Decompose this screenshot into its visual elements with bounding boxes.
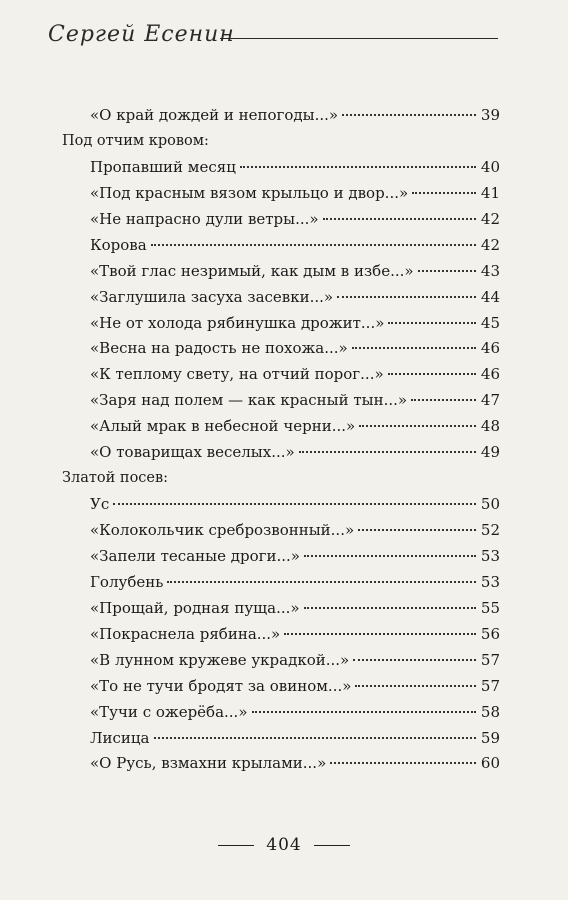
toc-entry [62, 388, 500, 414]
dot-leader [353, 659, 476, 661]
toc-entry [62, 207, 500, 233]
toc-entry [62, 751, 500, 777]
entry-page-number: 46 [480, 339, 500, 358]
toc-entry [62, 440, 500, 466]
entry-title: Корова [90, 235, 147, 254]
page-number: 404 [266, 835, 302, 855]
dot-leader [359, 425, 476, 427]
dot-leader [358, 529, 476, 531]
toc-entry [62, 103, 500, 129]
entry-title: Ус [90, 495, 110, 514]
entry-title: «Тучи с ожерёба...» [90, 702, 248, 721]
entry-title: «В лунном кружеве украдкой...» [90, 650, 350, 669]
entry-page-number: 42 [480, 209, 500, 228]
toc-entry [62, 233, 500, 259]
entry-title: «Заря над полем — как красный тын...» [90, 391, 408, 410]
dot-leader [388, 373, 476, 375]
entry-title: «Запели тесаные дроги...» [90, 546, 300, 565]
entry-title: «Твой глас незримый, как дым в избе...» [90, 261, 414, 280]
entry-title: Голубень [90, 572, 164, 591]
entry-title: «Колокольчик среброзвонный...» [90, 521, 355, 539]
page-footer [0, 835, 568, 855]
dot-leader [167, 581, 476, 583]
toc-entry [62, 648, 500, 674]
dot-leader [355, 685, 476, 687]
toc-entry [62, 259, 500, 285]
entry-page-number: 43 [480, 261, 500, 280]
entry-page-number: 44 [480, 287, 500, 306]
entry-page-number: 39 [480, 106, 500, 124]
toc-entry [62, 544, 500, 570]
toc-entry [62, 570, 500, 596]
header-rule [220, 38, 498, 39]
toc-entry [62, 622, 500, 648]
dot-leader [304, 555, 476, 557]
entry-page-number: 53 [480, 546, 500, 565]
entry-page-number: 42 [480, 235, 500, 254]
header-author: Сергей Есенин [48, 22, 235, 47]
dot-leader [304, 607, 476, 609]
toc-entry [62, 285, 500, 311]
dot-leader [412, 192, 476, 194]
entry-page-number: 46 [480, 365, 500, 384]
entry-page-number: 56 [480, 624, 500, 643]
entry-title: Пропавший месяц [90, 157, 236, 176]
entry-page-number: 47 [480, 391, 500, 410]
entry-page-number: 57 [480, 650, 500, 669]
toc-entry [62, 596, 500, 622]
entry-title: «То не тучи бродят за овином...» [90, 676, 352, 695]
dot-leader [252, 711, 477, 713]
entry-title: «Прощай, родная пуща...» [90, 598, 300, 617]
toc-entry [62, 700, 500, 726]
entry-title: «К теплому свету, на отчий порог...» [90, 365, 384, 384]
footer-dash-right [314, 845, 350, 846]
entry-title: «Не от холода рябинушка дрожит...» [90, 313, 385, 332]
entry-title: «Покраснела рябина...» [90, 624, 281, 643]
toc-section-heading [62, 129, 500, 155]
entry-page-number: 58 [480, 702, 500, 721]
running-header [48, 16, 500, 60]
dot-leader [151, 244, 476, 246]
section-title: Под отчим кровом: [62, 132, 209, 149]
entry-page-number: 48 [480, 417, 500, 436]
table-of-contents [62, 103, 500, 777]
entry-page-number: 59 [480, 728, 500, 747]
entry-page-number: 57 [480, 676, 500, 695]
section-title: Златой посев: [62, 470, 169, 487]
entry-title: «Алый мрак в небесной черни...» [90, 417, 356, 436]
dot-leader [352, 347, 476, 349]
entry-page-number: 49 [480, 443, 500, 462]
dot-leader [323, 218, 476, 220]
dot-leader [388, 322, 476, 324]
toc-entry [62, 336, 500, 362]
entry-title: «Весна на радость не похожа...» [90, 339, 348, 358]
entry-page-number: 50 [480, 495, 500, 514]
entry-title: «Не напрасно дули ветры...» [90, 209, 319, 228]
dot-leader [330, 762, 476, 764]
entry-page-number: 41 [480, 183, 500, 202]
entry-page-number: 45 [480, 313, 500, 332]
toc-section-heading [62, 466, 500, 492]
dot-leader [418, 270, 476, 272]
toc-entry [62, 311, 500, 337]
toc-entry [62, 674, 500, 700]
entry-title: Лисица [90, 728, 150, 747]
dot-leader [240, 166, 476, 168]
dot-leader [337, 296, 476, 298]
dot-leader [411, 399, 476, 401]
toc-entry [62, 414, 500, 440]
entry-title: «О Русь, взмахни крылами...» [90, 754, 327, 773]
dot-leader [113, 503, 476, 505]
dot-leader [342, 114, 476, 116]
entry-page-number: 40 [480, 157, 500, 176]
entry-title: «Под красным вязом крыльцо и двор...» [90, 183, 409, 202]
dot-leader [299, 451, 476, 453]
toc-entry [62, 726, 500, 752]
entry-title: «О товарищах веселых...» [90, 443, 295, 462]
toc-entry [62, 181, 500, 207]
entry-title: «Заглушила засуха засевки...» [90, 287, 334, 306]
entry-page-number: 53 [480, 572, 500, 591]
toc-entry [62, 155, 500, 181]
toc-entry [62, 492, 500, 518]
entry-page-number: 55 [480, 598, 500, 617]
entry-page-number: 52 [480, 521, 500, 539]
footer-dash-left [218, 845, 254, 846]
dot-leader [284, 633, 476, 635]
entry-page-number: 60 [480, 754, 500, 773]
toc-entry [62, 518, 500, 544]
entry-title: «О край дождей и непогоды...» [90, 106, 339, 124]
dot-leader [154, 737, 476, 739]
toc-entry [62, 362, 500, 388]
